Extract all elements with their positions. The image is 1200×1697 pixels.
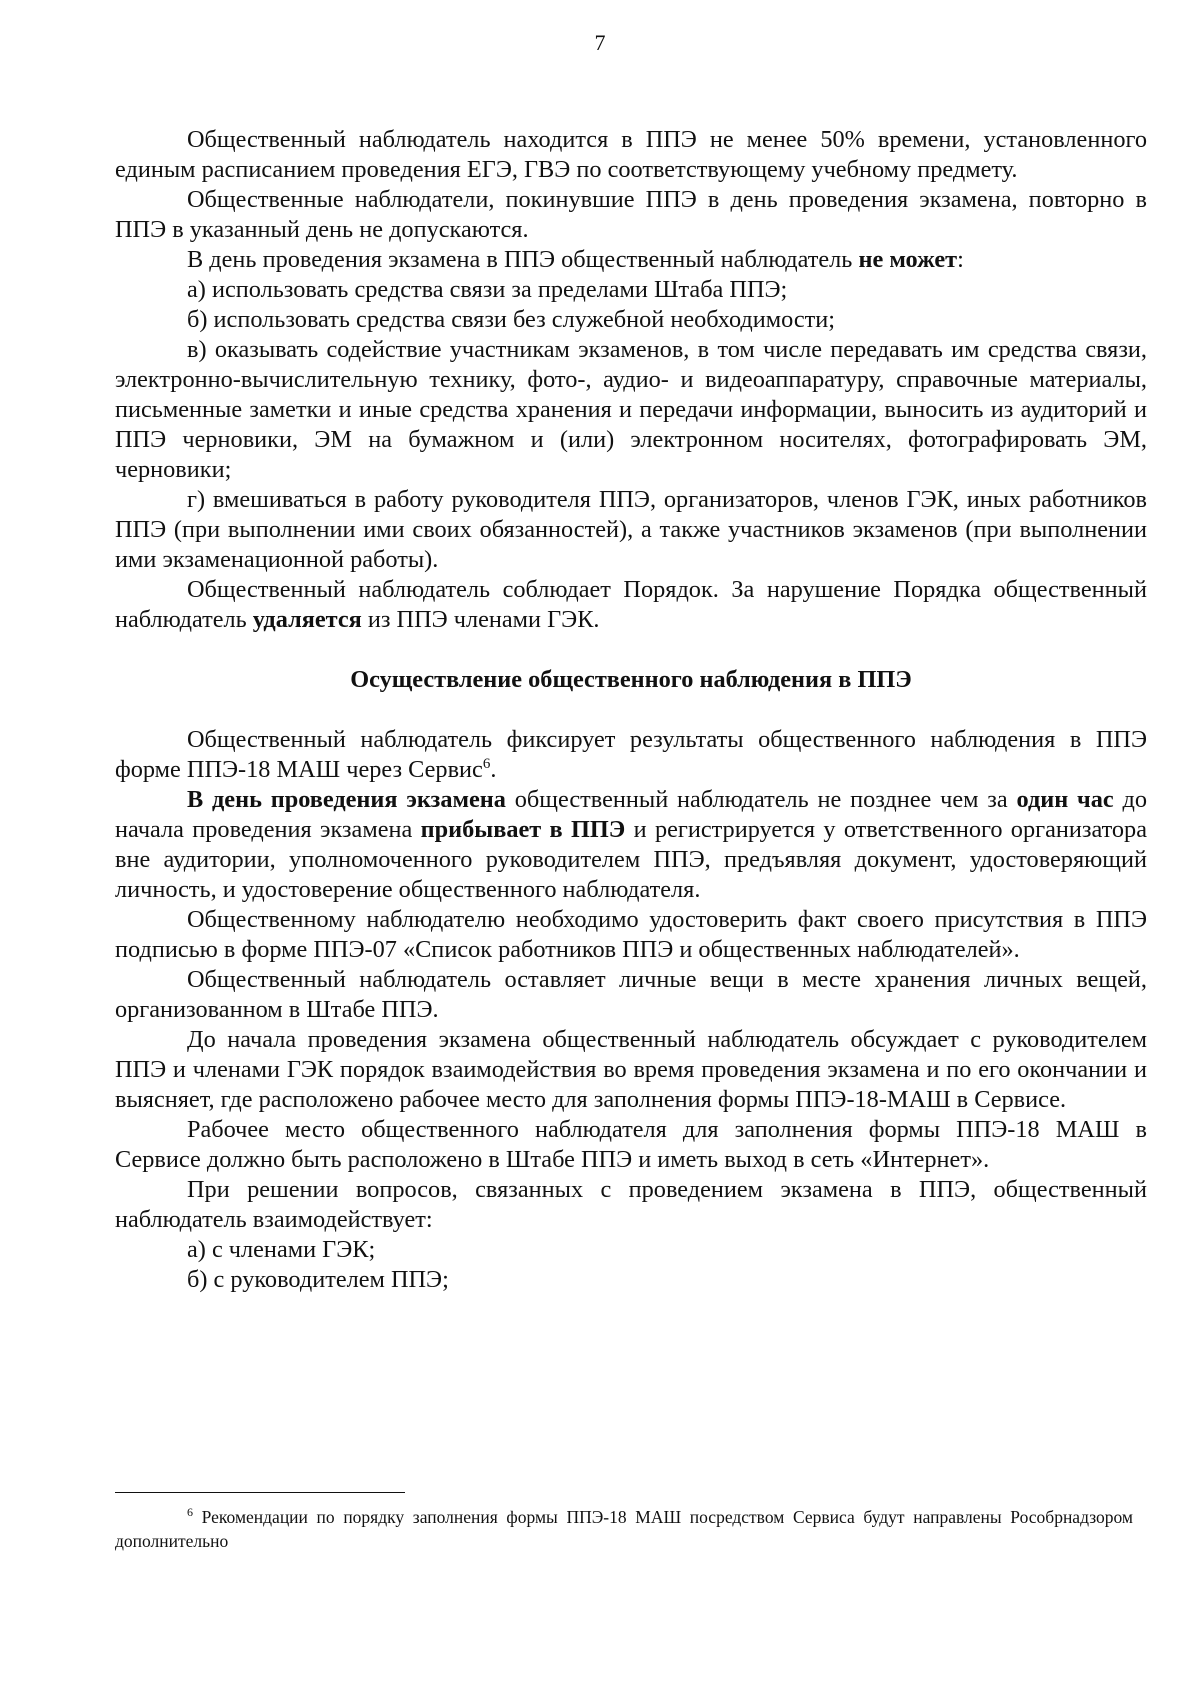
text-run: а) использовать средства связи за пределами Штаба ППЭ; bbox=[187, 276, 788, 303]
section-heading bbox=[115, 665, 1147, 695]
bold-text: один час bbox=[1016, 786, 1114, 813]
bold-text: не может bbox=[858, 246, 958, 273]
text-run: в) оказывать содействие участникам экзаменов, в том числе передавать им средства связи, электронно-вычислительную технику, фото-, аудио- и видеоаппаратуру, справочные материалы, письменные заметки и иные средства хранения и передачи информации, выносить из аудиторий и ППЭ черновики, ЭМ на бумажном и (или) электронном носителях, фотографировать ЭМ, черновики; bbox=[115, 336, 1147, 483]
paragraph bbox=[115, 1115, 1147, 1175]
paragraph bbox=[115, 575, 1147, 635]
paragraph bbox=[115, 785, 1147, 905]
bold-text: прибывает в ППЭ bbox=[420, 816, 626, 843]
text-run: б) с руководителем ППЭ; bbox=[187, 1266, 449, 1293]
paragraph bbox=[115, 275, 1147, 305]
text-run: Общественный наблюдатель находится в ППЭ не менее 50% времени, установленного единым расписанием проведения ЕГЭ, ГВЭ по соответствующему учебному предмету. bbox=[115, 126, 1147, 183]
text-run: а) с членами ГЭК; bbox=[187, 1236, 376, 1263]
text-run: Рабочее место общественного наблюдателя для заполнения формы ППЭ-18 МАШ в Сервисе должно быть расположено в Штабе ППЭ и иметь выход в сеть «Интернет». bbox=[115, 1116, 1147, 1173]
paragraph bbox=[115, 125, 1147, 185]
text-run: Общественный наблюдатель фиксирует результаты общественного наблюдения в ППЭ форме ППЭ-18 МАШ через Сервис bbox=[115, 726, 1147, 783]
footnote-separator bbox=[115, 1492, 405, 1493]
document-body bbox=[115, 125, 1147, 1295]
text-run: из ППЭ членами ГЭК. bbox=[361, 606, 600, 633]
paragraph bbox=[115, 725, 1147, 785]
paragraph bbox=[115, 1265, 1147, 1295]
text-run: г) вмешиваться в работу руководителя ППЭ, организаторов, членов ГЭК, иных работников ППЭ (при выполнении ими своих обязанностей), а также участников экзаменов (при выполнении ими экзаменационной работы). bbox=[115, 486, 1147, 573]
paragraph bbox=[115, 245, 1147, 275]
text-run: до начала проведения экзамена bbox=[115, 786, 1147, 843]
text-run: При решении вопросов, связанных с проведением экзамена в ППЭ, общественный наблюдатель взаимодействует: bbox=[115, 1176, 1147, 1233]
paragraph bbox=[115, 485, 1147, 575]
text-run: Общественный наблюдатель соблюдает Порядок. За нарушение Порядка общественный наблюдатель bbox=[115, 576, 1147, 633]
text-run: общественный наблюдатель не позднее чем за bbox=[505, 786, 1017, 813]
text-run: Общественному наблюдателю необходимо удостоверить факт своего присутствия в ППЭ подписью в форме ППЭ-07 «Список работников ППЭ и общественных наблюдателей». bbox=[115, 906, 1147, 963]
text-run: б) использовать средства связи без служебной необходимости; bbox=[187, 306, 836, 333]
text-run: : bbox=[957, 246, 964, 273]
paragraph bbox=[115, 1235, 1147, 1265]
text-run: Осуществление общественного наблюдения в ППЭ bbox=[350, 666, 912, 693]
page-number: 7 bbox=[594, 30, 606, 55]
footnote bbox=[115, 1505, 1133, 1553]
bold-text: В день проведения экзамена bbox=[187, 786, 506, 813]
paragraph bbox=[115, 965, 1147, 1025]
text-run: Общественный наблюдатель оставляет личные вещи в месте хранения личных вещей, организованном в Штабе ППЭ. bbox=[115, 966, 1147, 1023]
text-run: . bbox=[490, 756, 497, 783]
text-run: Общественные наблюдатели, покинувшие ППЭ в день проведения экзамена, повторно в ППЭ в указанный день не допускаются. bbox=[115, 186, 1147, 243]
paragraph bbox=[115, 905, 1147, 965]
paragraph bbox=[115, 305, 1147, 335]
footnote-text: Рекомендации по порядку заполнения формы ППЭ-18 МАШ посредством Сервиса будут направлены Рособрнадзором дополнительно bbox=[115, 1507, 1133, 1551]
footnote-reference: 6 bbox=[482, 755, 491, 772]
paragraph bbox=[115, 185, 1147, 245]
text-run: В день проведения экзамена в ППЭ общественный наблюдатель bbox=[187, 246, 859, 273]
footnote-mark: 6 bbox=[187, 1505, 193, 1520]
text-run: До начала проведения экзамена общественный наблюдатель обсуждает с руководителем ППЭ и членами ГЭК порядок взаимодействия во время проведения экзамена и по его окончании и выясняет, где расположено рабочее место для заполнения формы ППЭ-18-МАШ в Сервисе. bbox=[115, 1026, 1147, 1113]
paragraph bbox=[115, 1025, 1147, 1115]
bold-text: удаляется bbox=[252, 606, 362, 633]
paragraph bbox=[115, 335, 1147, 485]
text-run: и регистрируется у ответственного организатора вне аудитории, уполномоченного руководителем ППЭ, предъявляя документ, удостоверяющий личность, и удостоверение общественного наблюдателя. bbox=[115, 816, 1147, 903]
paragraph bbox=[115, 1175, 1147, 1235]
